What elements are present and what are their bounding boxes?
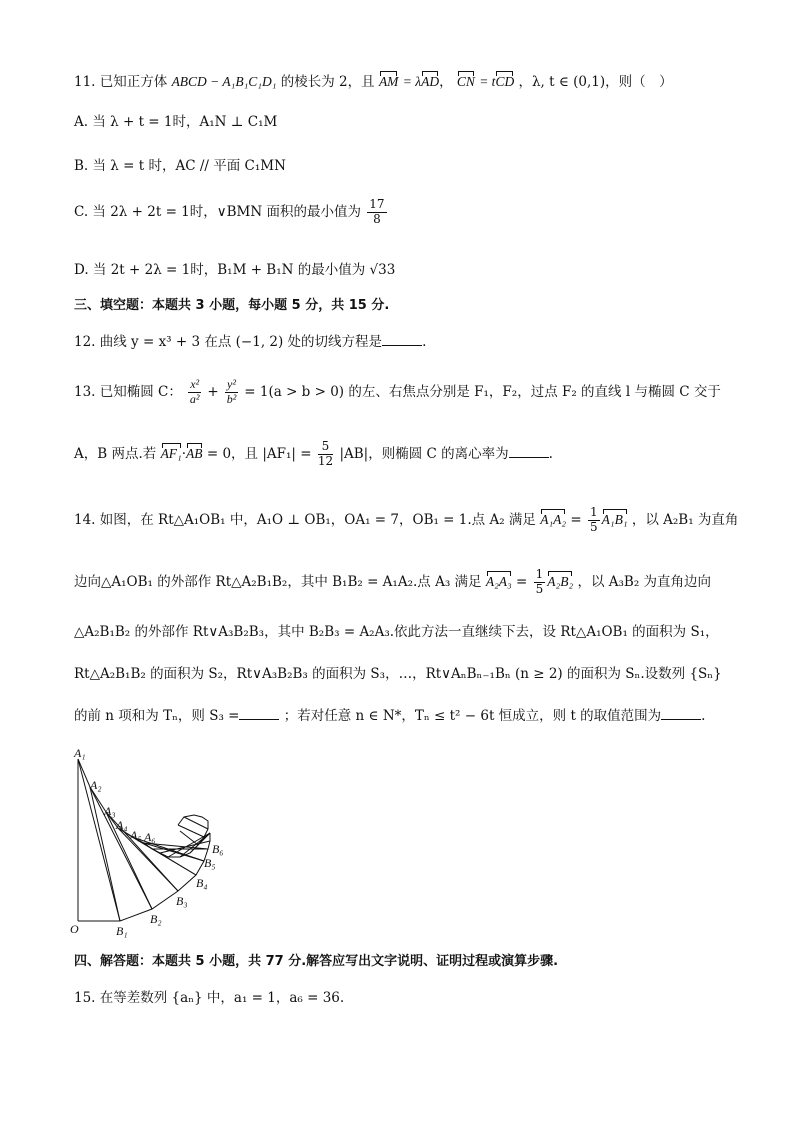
q13-line-1: 13. 已知椭圆 C： $\frac{\text{x²}}{\text{a²}}$ + $\frac{\text{y²}}{\text{b²}}$ = 1(a > b > 0) 的左、右焦点分别是 F₁，F₂，过点 F₂ 的直线 l 与椭圆 C 交于 (74, 377, 721, 406)
label-o: O (70, 922, 79, 936)
section-3-heading: 三、填空题：本题共 3 小题，每小题 5 分，共 15 分. (74, 298, 390, 313)
vector-cn: CN (456, 74, 475, 89)
label-a1: A₁ (74, 746, 86, 760)
answer-blank (382, 335, 422, 346)
label-b6: B₆ (212, 842, 224, 856)
spiral-triangle-figure (60, 745, 240, 940)
q14-line-3: △A₂B₁B₂ 的外部作 Rt∨A₃B₂B₃，其中 B₂B₃ = A₂A₃.依此方法一直继续下去，设 Rt△A₁OB₁ 的面积为 S₁， (74, 624, 719, 640)
section-4-heading: 四、解答题：本题共 5 小题，共 77 分.解答应写出文字说明、证明过程或演算步骤. (74, 954, 559, 969)
q13-line-2: A，B 两点.若 AF₁·AB = 0，且 |AF₁| = $\frac{5}{12}$ |AB|，则椭圆 C 的离心率为 . (74, 439, 553, 468)
q11-stem: 11. 已知正方体 ABCD − A₁B₁C₁D₁ 的棱长为 2，且 AM = λAD， CN = tCD ，λ, t ∈ (0,1)，则（ ） (74, 74, 673, 90)
q14-line-2: 边向△A₁OB₁ 的外部作 Rt△A₂B₁B₂，其中 B₁B₂ = A₁A₂.点 A₃ 满足 A₂A₃ = $\frac{1}{5}$ A₂B₂ ，以 A₃B₂ 为直角边向 (74, 567, 712, 596)
q14-line-1: 14. 如图，在 Rt△A₁OB₁ 中，A₁O ⊥ OB₁，OA₁ = 7，OB₁ = 1.点 A₂ 满足 A₁A₂ = $\frac{1}{5}$ A₁B₁ ，以 A₂B₁ 为直角 (74, 505, 739, 534)
label-b4: B₄ (196, 876, 208, 890)
label-b1: B₁ (116, 924, 128, 938)
q15: 15. 在等差数列 {aₙ} 中，a₁ = 1，a₆ = 36. (74, 990, 345, 1006)
q11-option-d: D. 当 2t + 2λ = 1时，B₁M + B₁N 的最小值为 √33 (74, 262, 396, 278)
q12: 12. 曲线 y = x³ + 3 在点 (−1, 2) 处的切线方程是 . (74, 334, 427, 350)
label-a5: A₅ (130, 828, 142, 842)
label-a2: A₂ (90, 778, 102, 792)
outer-edge (78, 759, 208, 857)
label-b2: B₂ (150, 912, 162, 926)
label-a6: A₆ (144, 830, 156, 844)
q11-option-c: C. 当 2λ + 2t = 1时，∨BMN 面积的最小值为 $\frac{17}{8}$ (74, 197, 385, 226)
fraction-17-8: $\frac{17}{8}$ (369, 197, 385, 226)
vector-am: AM (378, 74, 399, 89)
q14-line-4: Rt△A₂B₁B₂ 的面积为 S₂，Rt∨A₃B₂B₃ 的面积为 S₃，…，Rt∨AₙBₙ₋₁Bₙ (n ≥ 2) 的面积为 Sₙ.设数列 {Sₙ} (74, 666, 722, 682)
answer-blank (509, 447, 549, 458)
label-a4: A₄ (116, 818, 128, 832)
q11-option-a: A. 当 λ + t = 1时，A₁N ⊥ C₁M (74, 114, 278, 130)
answer-blank (239, 709, 279, 720)
q11-option-b: B. 当 λ = t 时，AC // 平面 C₁MN (74, 158, 286, 174)
q14-line-5: 的前 n 项和为 Tₙ，则 S₃ = ；若对任意 n ∈ N*，Tₙ ≤ t² − 6t 恒成立，则 t 的取值范围为 . (74, 708, 706, 724)
label-b5: B₅ (204, 856, 216, 870)
label-b3: B₃ (176, 894, 188, 908)
answer-blank (661, 709, 701, 720)
label-a3: A₃ (104, 804, 116, 818)
